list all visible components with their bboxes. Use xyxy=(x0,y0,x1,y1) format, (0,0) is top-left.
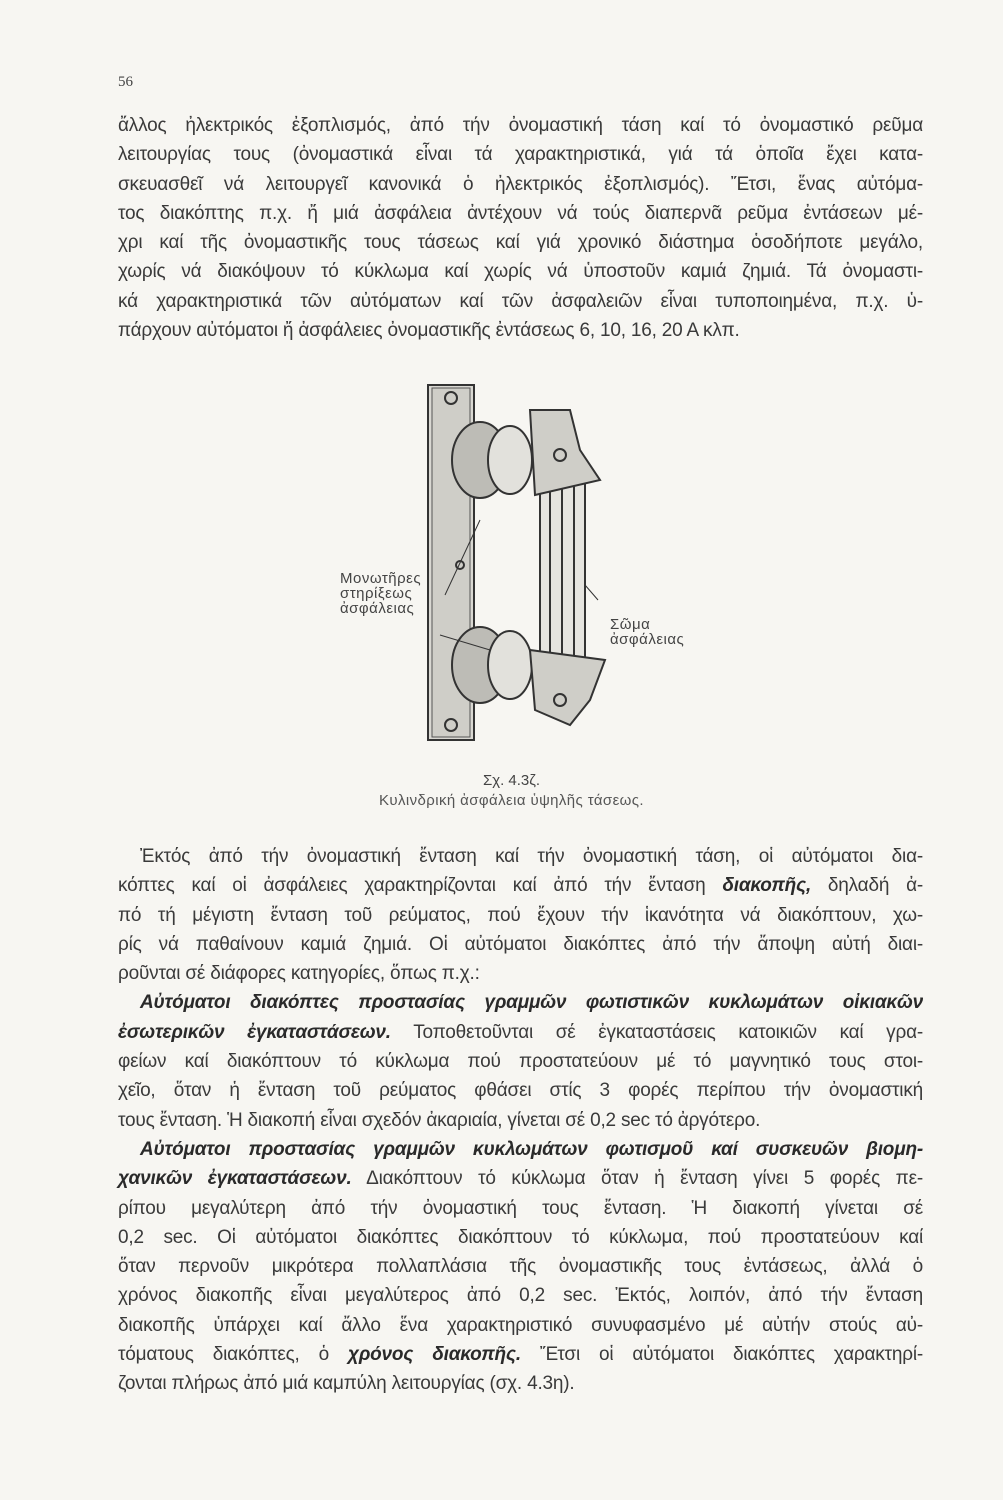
text-run: χεῖο, ὅταν ἡ ἔνταση τοῦ ρεύματος φθάσει στίς 3 φορές περίπου τήν ὀνομαστική xyxy=(118,1080,923,1102)
text-line xyxy=(118,871,923,900)
text-line xyxy=(118,228,923,257)
text-run: φείων καί διακόπτουν τό κύκλωμα πού προστατεύουν μέ τό μαγνητικό τους στοι- xyxy=(118,1051,923,1073)
text-line xyxy=(118,1076,923,1105)
text-line xyxy=(118,930,923,959)
figure-number: Σχ. 4.3ζ. xyxy=(482,772,541,789)
label-line: στηρίξεως xyxy=(340,585,413,602)
figure-label-insulators xyxy=(340,571,421,616)
text-run: 0,2 sec. Οἱ αὐτόματοι διακόπτες διακόπτουν τό κύκλωμα, πού προστατεύουν καί xyxy=(118,1226,923,1248)
figure-label-fuse-body xyxy=(610,617,684,647)
text-run: ρίς νά παθαίνουν καμιά ζημιά. Οἱ αὐτόματοι διακόπτες ἀπό τήν ἄποψη αὐτή διαι- xyxy=(118,933,923,955)
text-run: πό τή μέγιστη ἔνταση τοῦ ρεύματος, πού ἔχουν τήν ἱκανότητα νά διακόπτουν, χω- xyxy=(118,904,923,926)
label-line: ἀσφάλειας xyxy=(340,600,415,617)
text-run: ροῦνται σέ διάφορες κατηγορίες, ὅπως π.χ.: xyxy=(118,963,480,985)
text-run: λειτουργίας τους (ὀνομαστικά εἶναι τά χαρακτηριστικά, γιά τά ὁποῖα ἔχει κατα- xyxy=(118,144,923,166)
text-run: Ἐκτός ἀπό τήν ὀνομαστική ἔνταση καί τήν ὀνομαστική τάση, οἱ αὐτόματοι δια- xyxy=(140,846,923,867)
text-line xyxy=(118,1281,923,1310)
emphasized-term: Αὐτόματοι διακόπτες προστασίας γραμμῶν φωτιστικῶν κυκλωμάτων οἰκιακῶν xyxy=(140,992,923,1014)
text-run: πάρχουν αὐτόματοι ἤ ἀσφάλειες ὀνομαστικῆς ἐντάσεως 6, 10, 16, 20 Α κλπ. xyxy=(118,320,740,342)
figure-caption: Κυλινδρική ἀσφάλεια ὑψηλῆς τάσεως. xyxy=(379,792,644,809)
text-line xyxy=(118,257,923,286)
emphasized-term: ἐσωτερικῶν ἐγκαταστάσεων. xyxy=(118,1021,391,1043)
text-run: τος διακόπτης π.χ. ἤ μιά ἀσφάλεια ἀντέχουν νά τούς διαπερνᾶ ρεῦμα ἐντάσεων μέ- xyxy=(118,202,923,224)
label-line: Σῶμα xyxy=(610,616,651,633)
label-line: ἀσφάλειας xyxy=(610,631,685,648)
text-line xyxy=(118,1164,923,1193)
text-run: Τοποθετοῦνται σέ ἐγκαταστάσεις κατοικιῶν καί γρα- xyxy=(390,1021,923,1043)
text-run: ἄλλος ἠλεκτρικός ἐξοπλισμός, ἀπό τήν ὀνομαστική τάση καί τό ὀνομαστικό ρεῦμα xyxy=(118,115,923,136)
text-run: τόματους διακόπτες, ὁ xyxy=(118,1344,349,1366)
text-line xyxy=(118,901,923,930)
page-number: 56 xyxy=(118,74,133,90)
text-line xyxy=(118,1252,923,1281)
emphasized-term: χανικῶν ἐγκαταστάσεων. xyxy=(118,1168,352,1190)
text-run: ὅταν περνοῦν μικρότερα πολλαπλάσια τῆς ὀνομαστικῆς τους ἐντάσεως, ἀλλά ὁ xyxy=(118,1256,923,1278)
text-run: τους ἔνταση. Ἡ διακοπή εἶναι σχεδόν ἀκαριαία, γίνεται σέ 0,2 sec τό ἀργότερο. xyxy=(118,1109,761,1131)
text-line xyxy=(118,287,923,316)
paragraph-1 xyxy=(118,111,923,345)
text-run: ρίπου μεγαλύτερη ἀπό τήν ὀνομαστική τους ἔνταση. Ἡ διακοπή γίνεται σέ xyxy=(118,1197,923,1219)
text-line xyxy=(118,111,923,140)
emphasized-term: Αὐτόματοι προστασίας γραμμῶν κυκλωμάτων φωτισμοῦ καί συσκευῶν βιομη- xyxy=(140,1138,923,1160)
label-line: Μονωτῆρες xyxy=(340,570,422,587)
emphasized-term: χρόνος διακοπῆς. xyxy=(348,1344,521,1366)
text-line xyxy=(118,1106,923,1135)
text-run: δηλαδή ἀ- xyxy=(811,875,923,897)
paragraph-2 xyxy=(118,842,923,1399)
text-line xyxy=(118,316,923,345)
emphasized-term: διακοπῆς, xyxy=(722,875,812,897)
text-run: χρι καί τῆς ὀνομαστικῆς τους τάσεως καί γιά χρονικό διάστημα ὁσοδήποτε μεγάλο, xyxy=(118,232,923,254)
text-line xyxy=(118,1194,923,1223)
text-line xyxy=(118,140,923,169)
text-line xyxy=(118,1135,923,1164)
text-line xyxy=(118,1018,923,1047)
text-run: κόπτες καί οἱ ἀσφάλειες χαρακτηρίζονται καί ἀπό τήν ἔνταση xyxy=(118,875,723,897)
text-line xyxy=(118,959,923,988)
text-run: κά χαρακτηριστικά τῶν αὐτόματων καί τῶν ἀσφαλειῶν εἶναι τυποποιημένα, π.χ. ὑ- xyxy=(118,290,923,312)
text-line xyxy=(118,199,923,228)
text-run: Ἔτσι οἱ αὐτόματοι διακόπτες χαρακτηρί- xyxy=(520,1344,923,1366)
text-line xyxy=(118,170,923,199)
text-line xyxy=(118,988,923,1017)
text-run: χωρίς νά διακόψουν τό κύκλωμα καί χωρίς νά ὑποστοῦν καμιά ζημιά. Τά ὀνομαστι- xyxy=(118,261,923,283)
text-line xyxy=(118,1369,923,1398)
text-line xyxy=(118,1311,923,1340)
text-run: σκευασθεῖ νά λειτουργεῖ κανονικά ὁ ἠλεκτρικός ἐξοπλισμός). Ἔτσι, ἕνας αὐτόμα- xyxy=(118,173,923,195)
fuse-illustration xyxy=(330,380,730,750)
text-run: χρόνος διακοπῆς εἶναι μεγαλύτερος ἀπό 0,2 sec. Ἐκτός, λοιπόν, ἀπό τήν ἔνταση xyxy=(118,1285,923,1307)
text-line xyxy=(118,1340,923,1369)
text-run: Διακόπτουν τό κύκλωμα ὅταν ἡ ἔνταση γίνει 5 φορές πε- xyxy=(351,1168,923,1190)
text-run: διακοπῆς ὑπάρχει καί ἄλλο ἕνα χαρακτηριστικό συνυφασμένο μέ αὐτήν στούς αὐ- xyxy=(118,1314,923,1336)
text-line xyxy=(118,1047,923,1076)
text-line xyxy=(118,842,923,871)
text-line xyxy=(118,1223,923,1252)
text-run: ζονται πλήρως ἀπό μιά καμπύλη λειτουργίας (σχ. 4.3η). xyxy=(118,1373,575,1395)
